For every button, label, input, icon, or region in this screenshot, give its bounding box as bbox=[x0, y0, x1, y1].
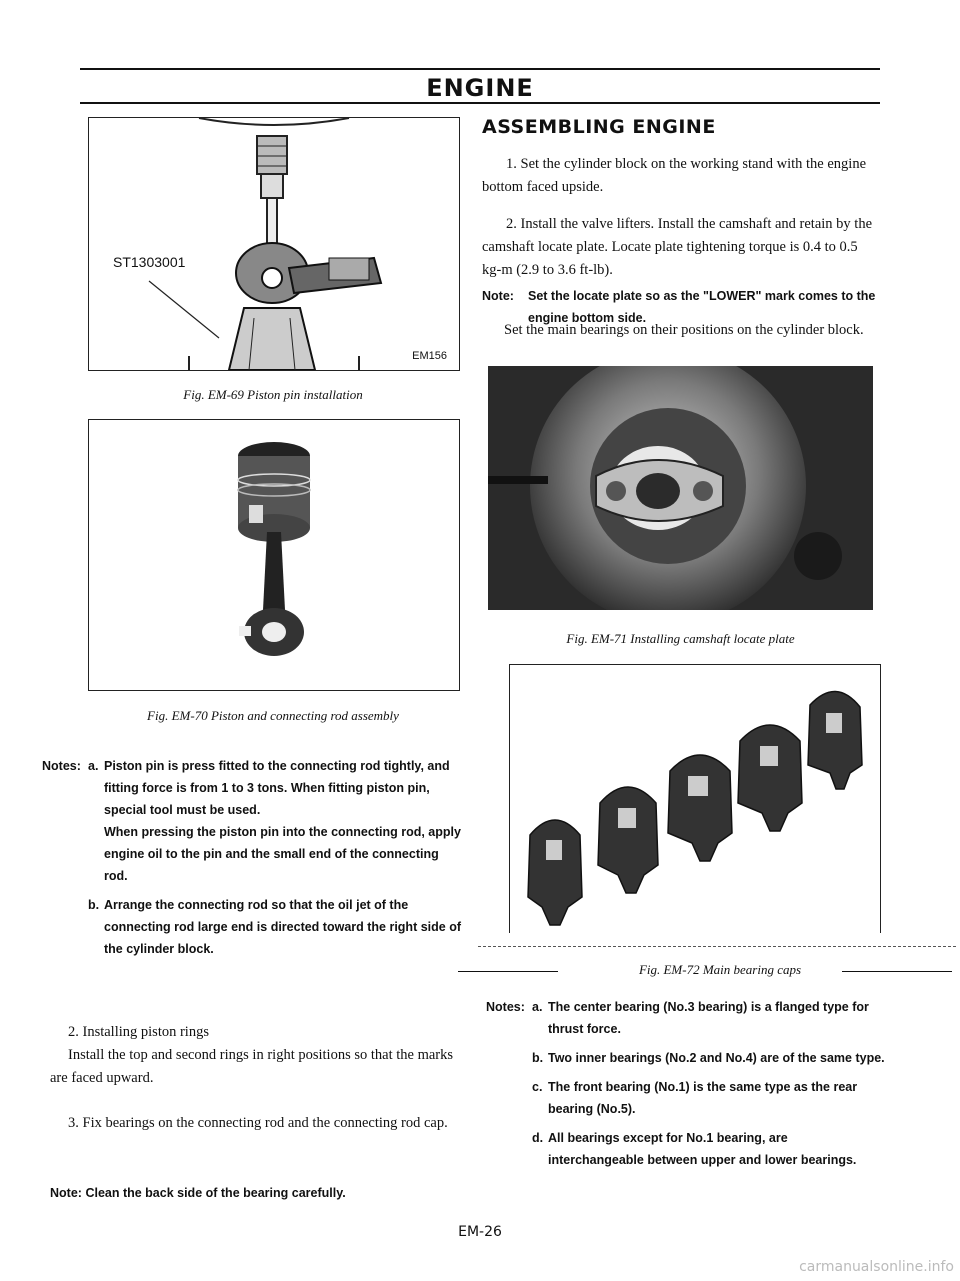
right-step-1-num: 1. bbox=[506, 156, 517, 172]
left-note-b: Arrange the connecting rod so that the oil jet of the connecting rod large end is directed toward the right side of the cylinder block. bbox=[104, 898, 461, 956]
left-step-3 bbox=[50, 1112, 460, 1135]
right-note-a: The center bearing (No.3 bearing) is a flanged type for thrust force. bbox=[548, 1000, 869, 1036]
right-notes bbox=[486, 996, 886, 1178]
fig72-dashed-border bbox=[478, 946, 956, 947]
fig72-caption-rule-left bbox=[458, 971, 558, 972]
left-note-a: Piston pin is press fitted to the connecting rod tightly, and fitting force is from 1 to 3 tons. When fitting piston pin, special tool must be used. bbox=[104, 759, 450, 817]
main-bearing-caps-illustration bbox=[510, 665, 880, 933]
section-heading: ASSEMBLING ENGINE bbox=[482, 116, 716, 138]
figure-em70 bbox=[88, 419, 460, 691]
right-step-2-num: 2. bbox=[506, 216, 517, 232]
fig69-caption: Fig. EM-69 Piston pin installation bbox=[183, 387, 363, 402]
left-step-2-title: Installing piston rings bbox=[82, 1024, 209, 1040]
fig72-caption-rule-right bbox=[842, 971, 952, 972]
right-step-1-text: Set the cylinder block on the working stand with the engine bottom faced upside. bbox=[482, 156, 867, 195]
watermark-text: carmanualsonline.info bbox=[799, 1259, 954, 1275]
left-step-3-body: Fix bearings on the connecting rod and the connecting rod cap. bbox=[82, 1115, 448, 1131]
left-notes-label: Notes: bbox=[42, 759, 81, 773]
right-note-a-prefix: a. bbox=[532, 1000, 543, 1014]
figure-em71-photo bbox=[488, 366, 873, 610]
figure-em72 bbox=[509, 664, 881, 933]
right-note-c-prefix: c. bbox=[532, 1080, 543, 1094]
camshaft-locate-plate-photo bbox=[488, 366, 873, 610]
header-rule-bottom bbox=[80, 102, 880, 104]
right-note-b-prefix: b. bbox=[532, 1051, 544, 1065]
part-number-label: ST1303001 bbox=[113, 254, 186, 270]
right-note-text: Set the locate plate so as the "LOWER" mark comes to the engine bottom side. bbox=[528, 289, 876, 325]
right-notes-label: Notes: bbox=[486, 1000, 525, 1014]
left-note-a2: When pressing the piston pin into the connecting rod, apply engine oil to the pin and the small end of the connecting rod. bbox=[104, 825, 461, 883]
right-step-1 bbox=[482, 153, 880, 199]
left-step-2-body: Install the top and second rings in right positions so that the marks are faced upward. bbox=[50, 1047, 454, 1086]
left-notes bbox=[42, 755, 462, 967]
right-note-label: Note: bbox=[482, 289, 514, 303]
page-header-title: ENGINE bbox=[426, 74, 534, 102]
right-step-2b: Set the main bearings on their positions on the cylinder block. bbox=[504, 322, 864, 338]
right-note-c: The front bearing (No.1) is the same type as the rear bearing (No.5). bbox=[548, 1080, 858, 1116]
piston-pin-tool-illustration bbox=[89, 118, 459, 370]
right-step-2 bbox=[482, 213, 880, 282]
right-note-b: Two inner bearings (No.2 and No.4) are of the same type. bbox=[548, 1051, 885, 1065]
right-note-d: All bearings except for No.1 bearing, are interchangeable between upper and lower bearings. bbox=[548, 1131, 857, 1167]
right-step-2-text: Install the valve lifters. Install the camshaft and retain by the camshaft locate plate. Locate plate tightening torque is 0.4 to 0.5 kg-m (2.9 to 3.6 ft-lb). bbox=[482, 216, 873, 278]
left-step-2 bbox=[50, 1021, 460, 1090]
left-note-b-prefix: b. bbox=[88, 898, 100, 912]
left-step-2-num: 2. bbox=[68, 1024, 79, 1040]
figure-code-label: EM156 bbox=[412, 350, 447, 362]
right-note-d-prefix: d. bbox=[532, 1131, 544, 1145]
fig71-caption: Fig. EM-71 Installing camshaft locate plate bbox=[566, 631, 795, 646]
fig70-caption: Fig. EM-70 Piston and connecting rod assembly bbox=[147, 708, 399, 723]
left-step-3-num: 3. bbox=[68, 1115, 79, 1131]
left-note-2-text: Clean the back side of the bearing carefully. bbox=[85, 1186, 346, 1200]
left-note-2 bbox=[50, 1182, 460, 1204]
piston-rod-assembly-illustration bbox=[89, 420, 459, 690]
page-number: EM-26 bbox=[458, 1224, 502, 1240]
left-note-2-label: Note: bbox=[50, 1186, 82, 1200]
header-rule-top bbox=[80, 68, 880, 70]
fig72-caption: Fig. EM-72 Main bearing caps bbox=[638, 962, 802, 977]
left-note-a-prefix: a. bbox=[88, 759, 99, 773]
figure-em69 bbox=[88, 117, 460, 371]
